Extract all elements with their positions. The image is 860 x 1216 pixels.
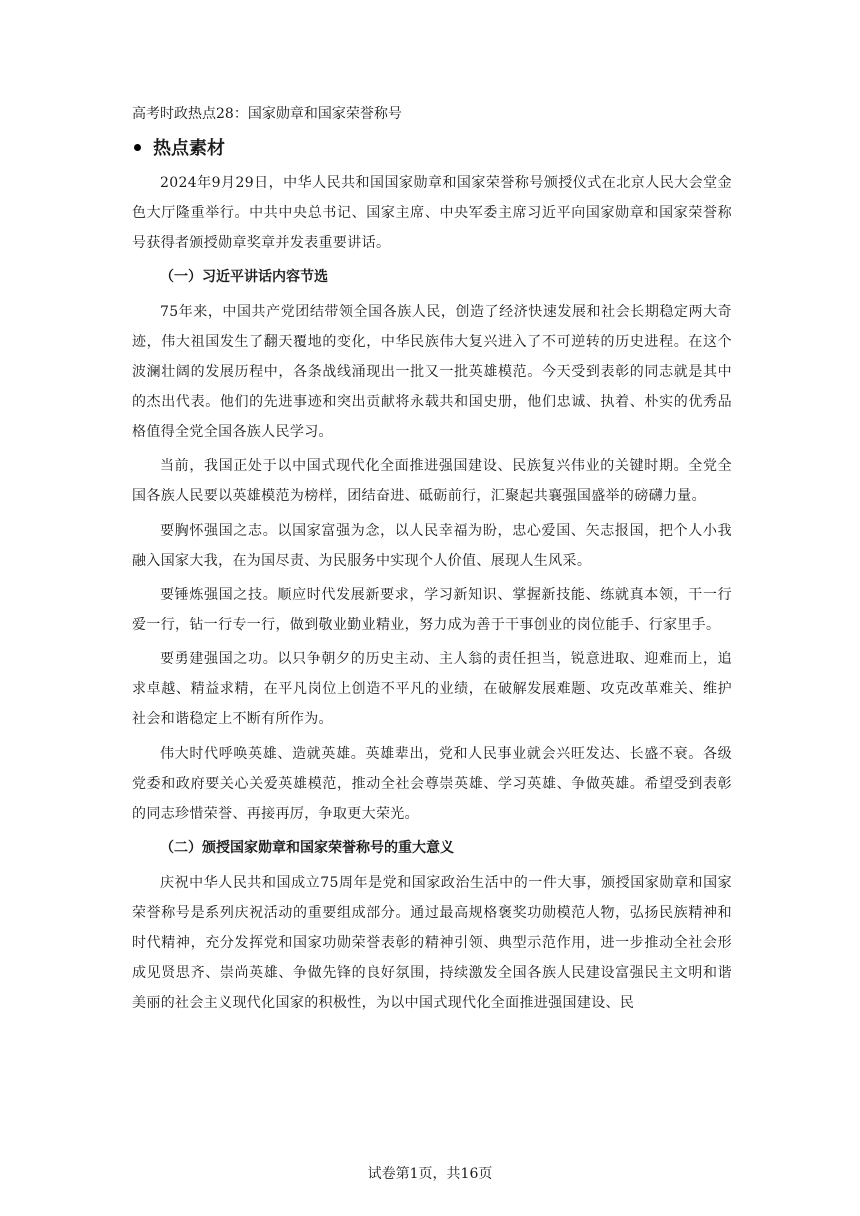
bullet-icon: [134, 144, 141, 151]
speech-paragraph: 当前，我国正处于以中国式现代化全面推进强国建设、民族复兴伟业的关键时期。全党全国各族人民要以英雄模范为榜样，团结奋进、砥砺前行，汇聚起共襄强国盛举的磅礴力量。: [132, 458, 732, 505]
document-title: 高考时政热点28：国家勋章和国家荣誉称号: [132, 106, 402, 122]
subheading-significance: （二）颁授国家勋章和国家荣誉称号的重大意义: [160, 840, 454, 857]
significance-paragraph: 庆祝中华人民共和国成立75周年是党和国家政治生活中的一件大事，颁授国家勋章和国家荣誉称号是系列庆祝活动的重要组成部分。通过最高规格褒奖功勋模范人物，弘扬民族精神和时代精神，充分发挥党和国家功勋荣誉表彰的精神引领、典型示范作用，进一步推动全社会形成见贤思齐、崇尚英雄、争做先锋的良好氛围，持续激发全国各族人民建设富强民主文明和谐美丽的社会主义现代化国家的积极性，为以中国式现代化全面推进强国建设、民: [132, 874, 732, 1011]
speech-paragraph: 75年来，中国共产党团结带领全国各族人民，创造了经济快速发展和社会长期稳定两大奇迹，伟大祖国发生了翻天覆地的变化，中华民族伟大复兴进入了不可逆转的历史进程。在这个波澜壮阔的发展历程中，各条战线涌现出一批又一批英雄模范。今天受到表彰的同志就是其中的杰出代表。他们的先进事迹和突出贡献将永载共和国史册，他们忠诚、执着、朴实的优秀品格值得全党全国各族人民学习。: [132, 303, 732, 440]
document-page: [132, 100, 732, 1022]
page-footer: 试卷第1页，共16页: [367, 1166, 493, 1182]
speech-paragraph: 要胸怀强国之志。以国家富强为念，以人民幸福为盼，忠心爱国、矢志报国，把个人小我融入国家大我，在为国尽责、为民服务中实现个人价值、展现人生风采。: [132, 522, 732, 569]
speech-paragraph: 伟大时代呼唤英雄、造就英雄。英雄辈出，党和人民事业就会兴旺发达、长盛不衰。各级党委和政府要关心关爱英雄模范，推动全社会尊崇英雄、学习英雄、争做英雄。希望受到表彰的同志珍惜荣誉、再接再厉，争取更大荣光。: [132, 745, 732, 822]
section-heading: [132, 130, 732, 164]
speech-paragraph: 要勇建强国之功。以只争朝夕的历史主动、主人翁的责任担当，锐意进取、迎难而上，追求卓越、精益求精，在平凡岗位上创造不平凡的业绩，在破解发展难题、攻克改革难关、维护社会和谐稳定上不断有所作为。: [132, 651, 732, 728]
subheading-speech-excerpt: （一）习近平讲话内容节选: [160, 269, 328, 286]
intro-paragraph: 2024年9月29日，中华人民共和国国家勋章和国家荣誉称号颁授仪式在北京人民大会堂金色大厅隆重举行。中共中央总书记、国家主席、中央军委主席习近平向国家勋章和国家荣誉称号获得者颁授勋章奖章并发表重要讲话。: [132, 175, 732, 251]
speech-paragraph: 要锤炼强国之技。顺应时代发展新要求，学习新知识、掌握新技能、练就真本领，干一行爱一行，钻一行专一行，做到敬业勤业精业，努力成为善于干事创业的岗位能手、行家里手。: [132, 586, 732, 633]
section-heading-text: 热点素材: [153, 138, 225, 159]
